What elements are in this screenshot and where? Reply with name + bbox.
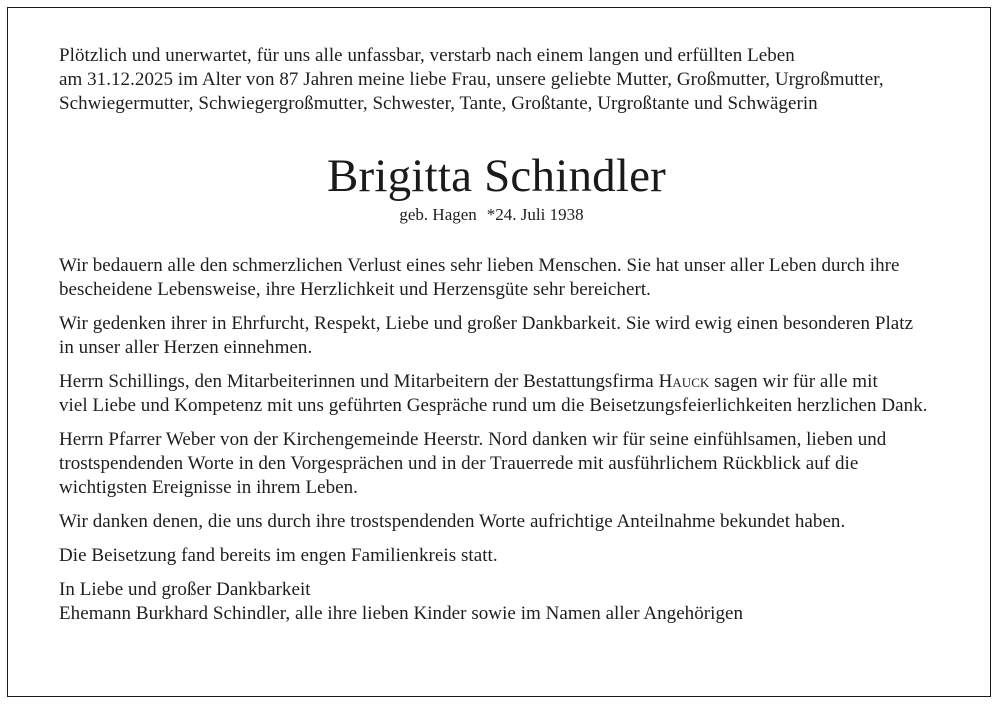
paragraph-burial bbox=[59, 544, 979, 568]
birth-date: *24. Juli 1938 bbox=[486, 205, 584, 224]
intro-line: Schwiegermutter, Schwiegergroßmutter, Schwester, Tante, Großtante, Urgroßtante und Schwägerin bbox=[59, 93, 818, 114]
paragraph-line: Wir bedauern alle den schmerzlichen Verlust eines sehr lieben Menschen. Sie hat unser aller Leben durch ihre bbox=[59, 255, 900, 276]
paragraph-line: viel Liebe und Kompetenz mit uns geführten Gespräche rund um die Beisetzungsfeierlichkeiten herzlichen Dank. bbox=[59, 395, 928, 416]
closing-line: In Liebe und großer Dankbarkeit bbox=[59, 579, 311, 600]
intro-text bbox=[59, 44, 979, 116]
maiden-name: geb. Hagen bbox=[399, 205, 477, 224]
body-paragraphs bbox=[59, 254, 979, 626]
deceased-name: Brigitta Schindler bbox=[326, 150, 667, 202]
paragraph-line: wichtigsten Ereignisse in ihrem Leben. bbox=[59, 477, 358, 498]
signature-line: Ehemann Burkhard Schindler, alle ihre lieben Kinder sowie im Namen aller Angehörigen bbox=[59, 603, 744, 624]
paragraph-text: sagen wir für alle mit bbox=[709, 371, 878, 392]
paragraph-thanks-condolences bbox=[59, 510, 979, 534]
paragraph-line: Wir gedenken ihrer in Ehrfurcht, Respekt, Liebe und großer Dankbarkeit. Sie wird ewig einen besonderen Platz bbox=[59, 313, 914, 334]
intro-line: Plötzlich und unerwartet, für uns alle unfassbar, verstarb nach einem langen und erfüllten Leben bbox=[59, 45, 795, 66]
birth-info bbox=[4, 204, 979, 226]
paragraph-line: Die Beisetzung fand bereits im engen Familienkreis statt. bbox=[59, 545, 498, 566]
paragraph-line: Herrn Pfarrer Weber von der Kirchengemeinde Heerstr. Nord danken wir für seine einfühlsamen, lieben und bbox=[59, 429, 887, 450]
paragraph-line: bescheidene Lebensweise, ihre Herzlichkeit und Herzensgüte sehr bereichert. bbox=[59, 279, 651, 300]
paragraph-line bbox=[59, 370, 979, 394]
paragraph-remembrance bbox=[59, 312, 979, 360]
paragraph-text: Herrn Schillings, den Mitarbeiterinnen und Mitarbeitern der Bestattungsfirma bbox=[59, 371, 659, 392]
obituary-notice bbox=[7, 7, 991, 697]
paragraph-line: in unser aller Herzen einnehmen. bbox=[59, 337, 313, 358]
paragraph-thanks-funeral-home bbox=[59, 370, 979, 418]
paragraph-line: trostspendenden Worte in den Vorgesprächen und in der Trauerrede mit ausführlichem Rückblick auf die bbox=[59, 453, 859, 474]
company-name: Hauck bbox=[658, 371, 710, 392]
paragraph-line: Wir danken denen, die uns durch ihre trostspendenden Worte aufrichtige Anteilnahme bekundet haben. bbox=[59, 511, 846, 532]
closing-signature bbox=[59, 578, 979, 626]
paragraph-loss bbox=[59, 254, 979, 302]
intro-line: am 31.12.2025 im Alter von 87 Jahren meine liebe Frau, unsere geliebte Mutter, Großmutter, Urgroßmutter, bbox=[59, 69, 884, 90]
obituary-content bbox=[59, 44, 979, 626]
paragraph-thanks-pastor bbox=[59, 428, 979, 500]
